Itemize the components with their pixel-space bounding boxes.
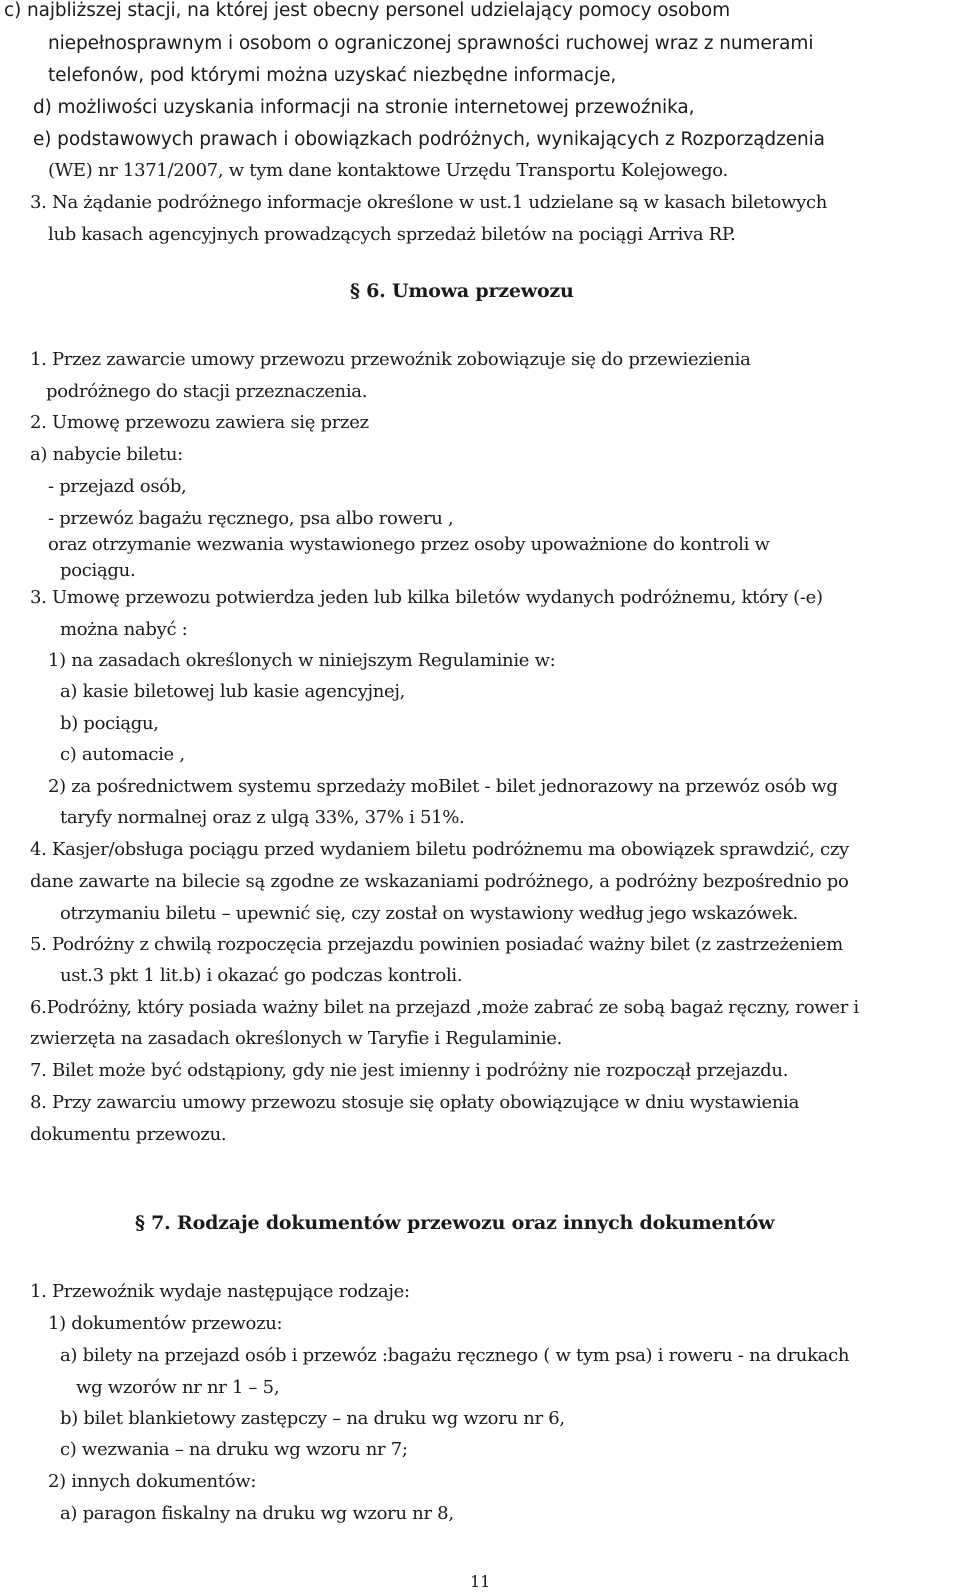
text-line: 1) na zasadach określonych w niniejszym Regulaminie w: <box>48 650 556 671</box>
text-line: niepełnosprawnym i osobom o ograniczonej sprawności ruchowej wraz z numerami <box>48 33 814 54</box>
text-line: podróżnego do stacji przeznaczenia. <box>46 381 368 402</box>
text-line: dokumentu przewozu. <box>30 1124 227 1145</box>
text-line: 1. Przewoźnik wydaje następujące rodzaje: <box>30 1281 410 1302</box>
text-line: zwierzęta na zasadach określonych w Taryfie i Regulaminie. <box>30 1028 563 1049</box>
text-line: c) automacie , <box>60 744 185 765</box>
text-line: 3. Umowę przewozu potwierdza jeden lub kilka biletów wydanych podróżnemu, który (-e) <box>30 587 823 608</box>
text-line: 1) dokumentów przewozu: <box>48 1313 283 1334</box>
text-line: d) możliwości uzyskania informacji na stronie internetowej przewoźnika, <box>33 97 695 118</box>
text-line: 4. Kasjer/obsługa pociągu przed wydaniem biletu podróżnemu ma obowiązek sprawdzić, czy <box>30 839 849 860</box>
text-line: 2) za pośrednictwem systemu sprzedaży moBilet - bilet jednorazowy na przewóz osób wg <box>48 776 838 797</box>
text-line: taryfy normalnej oraz z ulgą 33%, 37% i 51%. <box>60 807 465 828</box>
text-line: telefonów, pod którymi można uzyskać niezbędne informacje, <box>48 65 617 86</box>
text-line: ust.3 pkt 1 lit.b) i okazać go podczas kontroli. <box>60 965 463 986</box>
text-line: e) podstawowych prawach i obowiązkach podróżnych, wynikających z Rozporządzenia <box>33 129 825 150</box>
text-line: c) najbliższej stacji, na której jest obecny personel udzielający pomocy osobom <box>4 0 731 21</box>
text-line: - przejazd osób, <box>48 476 187 497</box>
text-line: b) pociągu, <box>60 713 159 734</box>
text-line: a) nabycie biletu: <box>30 444 183 465</box>
section-heading: § 7. Rodzaje dokumentów przewozu oraz innych dokumentów <box>135 1212 775 1234</box>
section-heading: § 6. Umowa przewozu <box>350 280 574 302</box>
page-number: 11 <box>470 1572 491 1591</box>
text-line: a) kasie biletowej lub kasie agencyjnej, <box>60 681 406 702</box>
text-line: 7. Bilet może być odstąpiony, gdy nie jest imienny i podróżny nie rozpoczął przejazdu. <box>30 1060 789 1081</box>
text-line: a) paragon fiskalny na druku wg wzoru nr 8, <box>60 1503 454 1524</box>
text-line: 5. Podróżny z chwilą rozpoczęcia przejazdu powinien posiadać ważny bilet (z zastrzeżeniem <box>30 934 843 955</box>
text-line: 8. Przy zawarciu umowy przewozu stosuje się opłaty obowiązujące w dniu wystawienia <box>30 1092 800 1113</box>
text-line: c) wezwania – na druku wg wzoru nr 7; <box>60 1439 408 1460</box>
text-line: dane zawarte na bilecie są zgodne ze wskazaniami podróżnego, a podróżny bezpośrednio po <box>30 871 849 892</box>
text-line: 1. Przez zawarcie umowy przewozu przewoźnik zobowiązuje się do przewiezienia <box>30 349 751 370</box>
text-line: lub kasach agencyjnych prowadzących sprzedaż biletów na pociągi Arriva RP. <box>48 224 736 245</box>
text-line: 6.Podróżny, który posiada ważny bilet na przejazd ,może zabrać ze sobą bagaż ręczny, rower i <box>30 997 859 1018</box>
text-line: b) bilet blankietowy zastępczy – na druku wg wzoru nr 6, <box>60 1408 565 1429</box>
text-line: wg wzorów nr nr 1 – 5, <box>76 1377 280 1398</box>
text-line: - przewóz bagażu ręcznego, psa albo roweru , <box>48 508 454 529</box>
text-line: oraz otrzymanie wezwania wystawionego przez osoby upoważnione do kontroli w <box>48 534 770 555</box>
text-line: 3. Na żądanie podróżnego informacje określone w ust.1 udzielane są w kasach biletowych <box>30 192 828 213</box>
text-line: a) bilety na przejazd osób i przewóz :bagażu ręcznego ( w tym psa) i roweru - na drukach <box>60 1345 850 1366</box>
text-line: pociągu. <box>60 560 136 581</box>
text-line: 2. Umowę przewozu zawiera się przez <box>30 412 369 433</box>
text-line: można nabyć : <box>60 619 188 640</box>
text-line: otrzymaniu biletu – upewnić się, czy został on wystawiony według jego wskazówek. <box>60 903 798 924</box>
text-line: 2) innych dokumentów: <box>48 1471 257 1492</box>
text-line: (WE) nr 1371/2007, w tym dane kontaktowe Urzędu Transportu Kolejowego. <box>48 160 728 181</box>
